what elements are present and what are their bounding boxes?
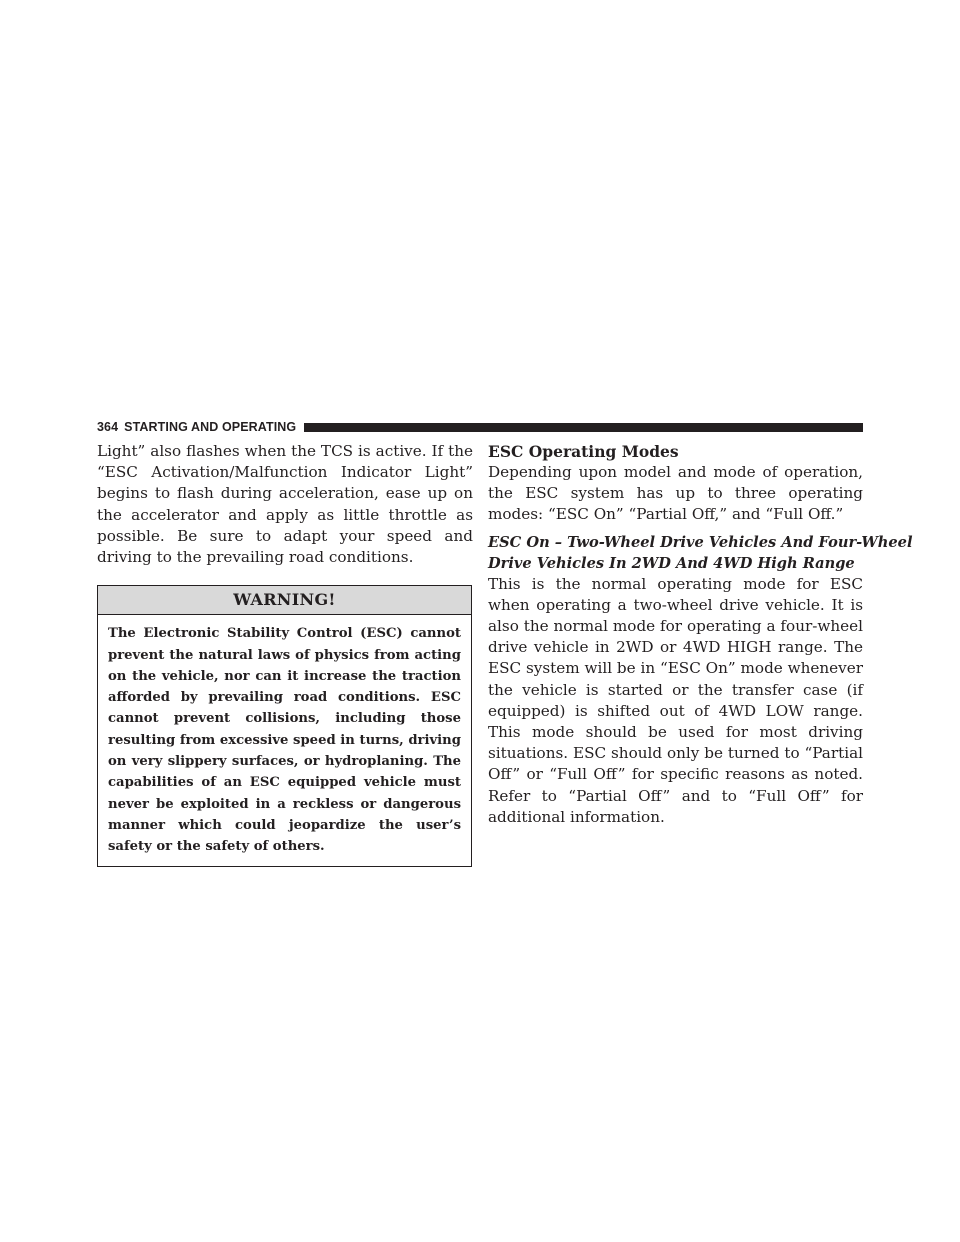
esc-on-subheading-line-2: Drive Vehicles In 2WD And 4WD High Range bbox=[488, 554, 855, 572]
warning-title: WARNING! bbox=[98, 586, 471, 615]
left-column bbox=[97, 441, 473, 867]
section-title: STARTING AND OPERATING bbox=[124, 420, 297, 434]
esc-on-subheading bbox=[488, 532, 913, 574]
page-header bbox=[97, 418, 863, 436]
esc-on-subheading-line-1: ESC On – Two-Wheel Drive Vehicles And Four-Wheel bbox=[488, 533, 913, 551]
header-rule bbox=[304, 423, 863, 432]
warning-text: The Electronic Stability Control (ESC) cannot prevent the natural laws of physics from acting on the vehicle, nor can it increase the traction afforded by prevailing road conditions. ESC cannot prevent collisions, including those resulting from excessive speed in turns, driving on very slippery surfaces, or hydroplaning. The capabilities of an ESC equipped vehicle must never be exploited in a reckless or dangerous manner which could jeopardize the user’s safety or the safety of others. bbox=[108, 626, 461, 855]
right-column bbox=[488, 441, 913, 828]
page-number: 364 bbox=[97, 420, 119, 434]
continued-paragraph: Light” also flashes when the TCS is active. If the “ESC Activation/Malfunction Indicator Light” begins to flash during acceleration, ease up on the accelerator and apply as little throttle as possible. Be sure to adapt your speed and driving to the prevailing road conditions. bbox=[97, 442, 473, 567]
warning-box bbox=[97, 585, 472, 867]
esc-modes-intro: Depending upon model and mode of operation, the ESC system has up to three operating modes: “ESC On” “Partial Off,” and “Full Off.” bbox=[488, 463, 863, 524]
esc-operating-modes-heading: ESC Operating Modes bbox=[488, 442, 679, 461]
esc-on-body: This is the normal operating mode for ESC when operating a two-wheel drive vehicle. It is also the normal mode for operating a four-wheel drive vehicle in 2WD or 4WD HIGH range. The ESC system will be in “ESC On” mode whenever the vehicle is started or the transfer case (if equipped) is shifted out of 4WD LOW range. This mode should be used for most driving situations. ESC should only be turned to “Partial Off” or “Full Off” for specific reasons as noted. Refer to “Partial Off” and to “Full Off” for additional information. bbox=[488, 574, 863, 826]
